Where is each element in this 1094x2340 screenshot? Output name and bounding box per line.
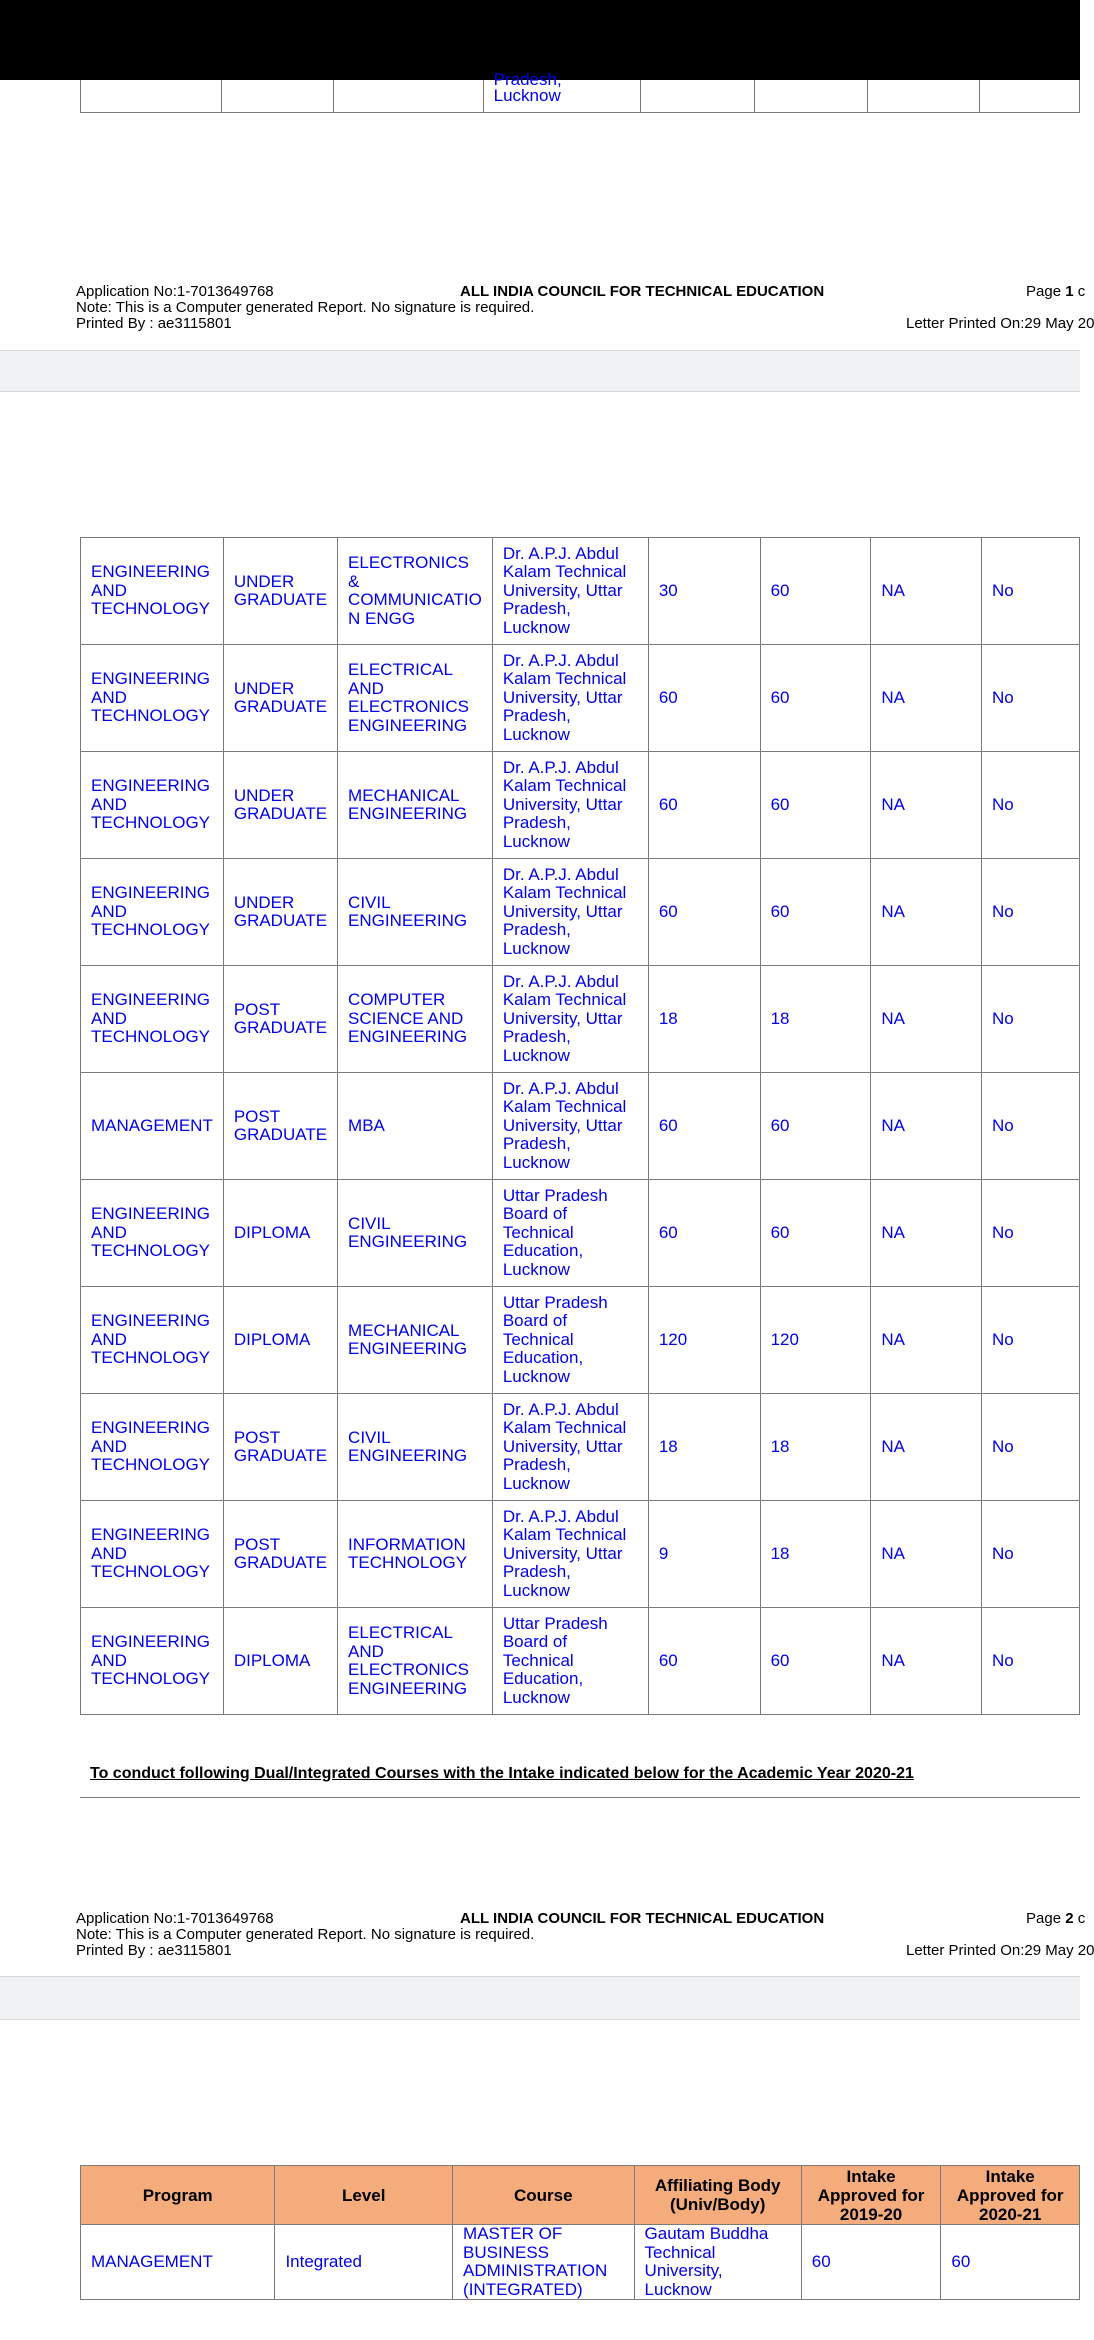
table-row: [81, 859, 1080, 966]
cell-level: UNDER GRADUATE: [223, 859, 337, 966]
page-separator: [0, 1976, 1080, 2020]
cell-body: Dr. A.P.J. Abdul Kalam Technical University, Uttar Pradesh, Lucknow: [492, 859, 648, 966]
cell-intake-new: 60: [760, 1180, 871, 1287]
cell-course: ELECTRICAL AND ELECTRONICS ENGINEERING: [338, 1608, 493, 1715]
cell-pio: No: [981, 1394, 1079, 1501]
cell-intake-new: 60: [760, 859, 871, 966]
cell-nri: NA: [871, 538, 982, 645]
cell-intake-new: 60: [760, 645, 871, 752]
header-affiliating-body: Affiliating Body (Univ/Body): [634, 2166, 801, 2225]
cell-pio: No: [981, 1501, 1079, 1608]
cell-level: POST GRADUATE: [223, 1073, 337, 1180]
header-program: Program: [81, 2166, 275, 2225]
table-row: [81, 966, 1080, 1073]
table-row: [81, 538, 1080, 645]
header-level: Level: [275, 2166, 453, 2225]
cell-program: ENGINEERING AND TECHNOLOGY: [81, 1287, 224, 1394]
letter-printed-date: Letter Printed On:29 May 20: [906, 1942, 1094, 1959]
cell-nri: NA: [871, 1608, 982, 1715]
cell-intake-new: 18: [760, 1394, 871, 1501]
cell-intake-new: 60: [760, 1073, 871, 1180]
cell-body: Dr. A.P.J. Abdul Kalam Technical University, Uttar Pradesh, Lucknow: [492, 1501, 648, 1608]
cell-intake-prev: 60: [648, 1180, 760, 1287]
cell-intake-new: 18: [760, 966, 871, 1073]
cell-nri: NA: [871, 1394, 982, 1501]
cell-pio: No: [981, 1608, 1079, 1715]
cell-program: ENGINEERING AND TECHNOLOGY: [81, 966, 224, 1073]
cell-nri: NA: [871, 752, 982, 859]
cell-nri: NA: [871, 1180, 982, 1287]
cell-intake-prev: 18: [648, 1394, 760, 1501]
cell-course: INFORMATION TECHNOLOGY: [338, 1501, 493, 1608]
cell-intake-prev: 9: [648, 1501, 760, 1608]
cell-course: ELECTRONICS & COMMUNICATIO N ENGG: [338, 538, 493, 645]
cell-body: Uttar Pradesh Board of Technical Education, Lucknow: [492, 1180, 648, 1287]
table-row: [81, 1608, 1080, 1715]
cell-level: POST GRADUATE: [223, 1394, 337, 1501]
table-row: [81, 1287, 1080, 1394]
council-name: ALL INDIA COUNCIL FOR TECHNICAL EDUCATION: [460, 283, 825, 300]
cell-course: MASTER OF BUSINESS ADMINISTRATION (INTEGRATED): [453, 2225, 635, 2300]
cell-program: ENGINEERING AND TECHNOLOGY: [81, 1501, 224, 1608]
cell-nri: NA: [871, 966, 982, 1073]
intake-table: [80, 537, 1080, 1715]
cell-program: MANAGEMENT: [81, 1073, 224, 1180]
table-row: [81, 1180, 1080, 1287]
cell-level: POST GRADUATE: [223, 1501, 337, 1608]
cell-intake-new: 60: [760, 1608, 871, 1715]
application-number: Application No:1-7013649768: [76, 1910, 274, 1927]
cell-body: Dr. A.P.J. Abdul Kalam Technical University, Uttar Pradesh, Lucknow: [492, 538, 648, 645]
cell-intake-new: 18: [760, 1501, 871, 1608]
cell-nri: NA: [871, 859, 982, 966]
application-number: Application No:1-7013649768: [76, 283, 274, 300]
cell-program: ENGINEERING AND TECHNOLOGY: [81, 1394, 224, 1501]
cell-nri: NA: [871, 645, 982, 752]
cell-level: UNDER GRADUATE: [223, 538, 337, 645]
cell-course: CIVIL ENGINEERING: [338, 1394, 493, 1501]
page-number-2: Page 2 c: [1026, 1910, 1086, 1927]
cell-nri: NA: [871, 1073, 982, 1180]
divider: [80, 1797, 1080, 1798]
cell-course: MECHANICAL ENGINEERING: [338, 752, 493, 859]
cell-affiliating-body: Gautam Buddha Technical University, Lucknow: [634, 2225, 801, 2300]
page-footer-2: [76, 1910, 1094, 1959]
cell-course: ELECTRICAL AND ELECTRONICS ENGINEERING: [338, 645, 493, 752]
report-note: Note: This is a Computer generated Report. No signature is required.: [76, 1926, 535, 1943]
printed-by: Printed By : ae3115801: [76, 315, 232, 332]
cell-intake-prev: 120: [648, 1287, 760, 1394]
cell-program: ENGINEERING AND TECHNOLOGY: [81, 859, 224, 966]
cell-body: Uttar Pradesh Board of Technical Education, Lucknow: [492, 1608, 648, 1715]
council-name: ALL INDIA COUNCIL FOR TECHNICAL EDUCATION: [460, 1910, 825, 1927]
header-course: Course: [453, 2166, 635, 2225]
cell-course: COMPUTER SCIENCE AND ENGINEERING: [338, 966, 493, 1073]
page-separator: [0, 350, 1080, 392]
dual-course-table: [80, 2165, 1080, 2300]
cell-course: CIVIL ENGINEERING: [338, 859, 493, 966]
table-continuation: [80, 70, 1080, 113]
page-number-1: Page 1 c: [1026, 283, 1086, 300]
cell-program: MANAGEMENT: [81, 2225, 275, 2300]
cell-level: DIPLOMA: [223, 1608, 337, 1715]
cell-pio: No: [981, 966, 1079, 1073]
cell-intake-prev: 60: [648, 1073, 760, 1180]
printed-by: Printed By : ae3115801: [76, 1942, 232, 1959]
letter-printed-date: Letter Printed On:29 May 20: [906, 315, 1094, 332]
cell-program: ENGINEERING AND TECHNOLOGY: [81, 645, 224, 752]
cell-nri: NA: [871, 1501, 982, 1608]
dual-course-notice: To conduct following Dual/Integrated Courses with the Intake indicated below for the Academic Year 2020-21: [90, 1765, 914, 1782]
cell-pio: No: [981, 859, 1079, 966]
cell-intake-prev: 60: [648, 752, 760, 859]
table-row: [81, 1073, 1080, 1180]
table-row: [81, 752, 1080, 859]
table-row: [81, 2225, 1080, 2300]
cell-intake-prev: 30: [648, 538, 760, 645]
cell-intake-new: 60: [760, 752, 871, 859]
cell-course: CIVIL ENGINEERING: [338, 1180, 493, 1287]
cell-program: ENGINEERING AND TECHNOLOGY: [81, 1608, 224, 1715]
status-bar: [0, 0, 1080, 80]
cell-pio: No: [981, 752, 1079, 859]
cell-program: ENGINEERING AND TECHNOLOGY: [81, 1180, 224, 1287]
cell-course: MECHANICAL ENGINEERING: [338, 1287, 493, 1394]
cell-intake-prev: 60: [648, 645, 760, 752]
cell-level: DIPLOMA: [223, 1180, 337, 1287]
cell-body: Uttar Pradesh Board of Technical Education, Lucknow: [492, 1287, 648, 1394]
cell-body: Dr. A.P.J. Abdul Kalam Technical University, Uttar Pradesh, Lucknow: [492, 752, 648, 859]
cell-course: MBA: [338, 1073, 493, 1180]
header-intake-2019: Intake Approved for 2019-20: [801, 2166, 941, 2225]
cell-intake-new: 120: [760, 1287, 871, 1394]
table-row: [81, 645, 1080, 752]
cell-pio: No: [981, 538, 1079, 645]
cell-body: Dr. A.P.J. Abdul Kalam Technical University, Uttar Pradesh, Lucknow: [492, 1073, 648, 1180]
cell-pio: No: [981, 1073, 1079, 1180]
cell-level: UNDER GRADUATE: [223, 645, 337, 752]
cell-intake-new: 60: [941, 2225, 1080, 2300]
cell-body: Dr. A.P.J. Abdul Kalam Technical University, Uttar Pradesh, Lucknow: [492, 645, 648, 752]
partial-cell-text: Pradesh, Lucknow: [493, 70, 562, 105]
cell-body: Dr. A.P.J. Abdul Kalam Technical University, Uttar Pradesh, Lucknow: [492, 966, 648, 1073]
cell-pio: No: [981, 645, 1079, 752]
cell-level: DIPLOMA: [223, 1287, 337, 1394]
page-footer-1: [76, 283, 1094, 332]
cell-body: Dr. A.P.J. Abdul Kalam Technical University, Uttar Pradesh, Lucknow: [492, 1394, 648, 1501]
table-row: [81, 1501, 1080, 1608]
cell-intake-prev: 18: [648, 966, 760, 1073]
cell-nri: NA: [871, 1287, 982, 1394]
cell-program: ENGINEERING AND TECHNOLOGY: [81, 538, 224, 645]
header-intake-2020: Intake Approved for 2020-21: [941, 2166, 1080, 2225]
cell-intake-new: 60: [760, 538, 871, 645]
cell-pio: No: [981, 1180, 1079, 1287]
table-row: [81, 1394, 1080, 1501]
cell-level: UNDER GRADUATE: [223, 752, 337, 859]
cell-program: ENGINEERING AND TECHNOLOGY: [81, 752, 224, 859]
cell-pio: No: [981, 1287, 1079, 1394]
report-note: Note: This is a Computer generated Report. No signature is required.: [76, 299, 535, 316]
cell-level: Integrated: [275, 2225, 453, 2300]
cell-intake-prev: 60: [648, 1608, 760, 1715]
cell-level: POST GRADUATE: [223, 966, 337, 1073]
cell-intake-prev: 60: [648, 859, 760, 966]
cell-intake-prev: 60: [801, 2225, 941, 2300]
